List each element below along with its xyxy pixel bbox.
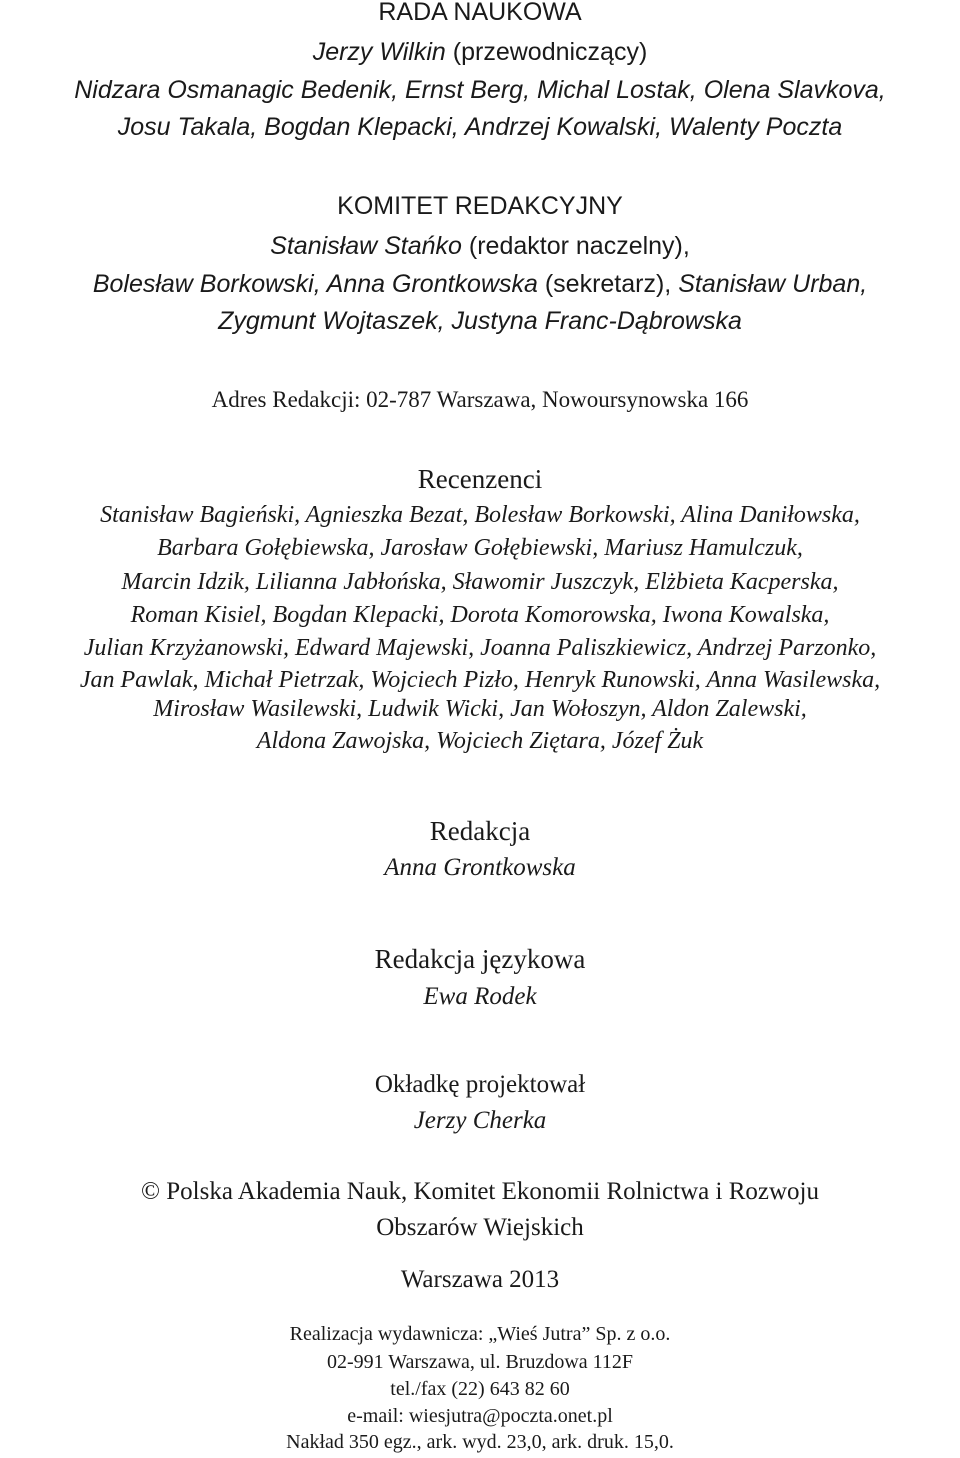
copyright-line-1 <box>0 1179 960 1204</box>
komitet-names: Bolesław Borkowski, Anna Grontkowska <box>92 270 538 298</box>
reviewer-line: Mirosław Wasilewski, Ludwik Wicki, Jan Wołoszyn, Aldon Zalewski, <box>153 696 807 722</box>
editor-in-chief-role: (redaktor naczelny), <box>461 232 690 260</box>
secretary-role: (sekretarz), <box>537 270 679 298</box>
komitet-member: Stanisław Urban, <box>678 270 868 298</box>
rada-chair-role: (przewodniczący) <box>452 38 648 66</box>
reviewer-line: Jan Pawlak, Michał Pietrzak, Wojciech Pizło, Henryk Runowski, Anna Wasilewska, <box>79 667 881 693</box>
redakcja-name: Anna Grontkowska <box>384 854 576 881</box>
redakcja-jezykowa-name: Ewa Rodek <box>423 983 537 1010</box>
okladka-heading: Okładkę projektował <box>374 1071 586 1098</box>
rada-heading: RADA NAUKOWA <box>378 0 582 26</box>
editorial-address: Adres Redakcji: 02-787 Warszawa, Nowoursynowska 166 <box>211 387 749 412</box>
reviewer-line: Roman Kisiel, Bogdan Klepacki, Dorota Komorowska, Iwona Kowalska, <box>130 602 830 628</box>
reviewer-line: Aldona Zawojska, Wojciech Ziętara, Józef Żuk <box>256 728 704 754</box>
copyright-text: Polska Akademia Nauk, Komitet Ekonomii Rolnictwa i Rozwoju <box>160 1178 819 1205</box>
reviewer-line: Marcin Idzik, Lilianna Jabłońska, Sławomir Juszczyk, Elżbieta Kacperska, <box>121 569 839 595</box>
editor-in-chief-name: Stanisław Stańko <box>270 232 462 260</box>
rada-chair-name: Jerzy Wilkin <box>312 38 453 66</box>
imprint-line: Realizacja wydawnicza: „Wieś Jutra” Sp. z o.o. <box>289 1323 671 1345</box>
reviewer-line: Julian Krzyżanowski, Edward Majewski, Joanna Paliszkiewicz, Andrzej Parzonko, <box>83 635 877 661</box>
redakcja-jezykowa-heading: Redakcja językowa <box>374 944 586 974</box>
rada-member-line: Josu Takala, Bogdan Klepacki, Andrzej Kowalski, Walenty Poczta <box>117 113 843 141</box>
rada-member-line: Nidzara Osmanagic Bedenik, Ernst Berg, Michal Lostak, Olena Slavkova, <box>74 76 886 104</box>
okladka-name: Jerzy Cherka <box>413 1107 547 1134</box>
imprint-line: tel./fax (22) 643 82 60 <box>390 1378 570 1400</box>
redakcja-heading: Redakcja <box>429 816 531 846</box>
reviewer-line: Barbara Gołębiewska, Jarosław Gołębiewski, Mariusz Hamulczuk, <box>157 535 803 561</box>
komitet-line-3: Zygmunt Wojtaszek, Justyna Franc-Dąbrowska <box>218 307 742 335</box>
copyright-line-2: Obszarów Wiejskich <box>376 1214 584 1241</box>
komitet-heading: KOMITET REDAKCYJNY <box>337 192 623 220</box>
copyright-icon: © <box>141 1178 161 1205</box>
recenzenci-heading: Recenzenci <box>417 464 543 494</box>
imprint-line: 02-991 Warszawa, ul. Bruzdowa 112F <box>326 1351 634 1373</box>
imprint-line: e-mail: wiesjutra@poczta.onet.pl <box>347 1405 613 1427</box>
komitet-line-1 <box>0 234 960 259</box>
komitet-line-2 <box>0 272 960 297</box>
reviewer-line: Stanisław Bagieński, Agnieszka Bezat, Bolesław Borkowski, Alina Daniłowska, <box>100 502 860 528</box>
rada-chair <box>0 40 960 65</box>
imprint-line: Nakład 350 egz., ark. wyd. 23,0, ark. druk. 15,0. <box>286 1431 674 1453</box>
place-year: Warszawa 2013 <box>400 1266 560 1293</box>
